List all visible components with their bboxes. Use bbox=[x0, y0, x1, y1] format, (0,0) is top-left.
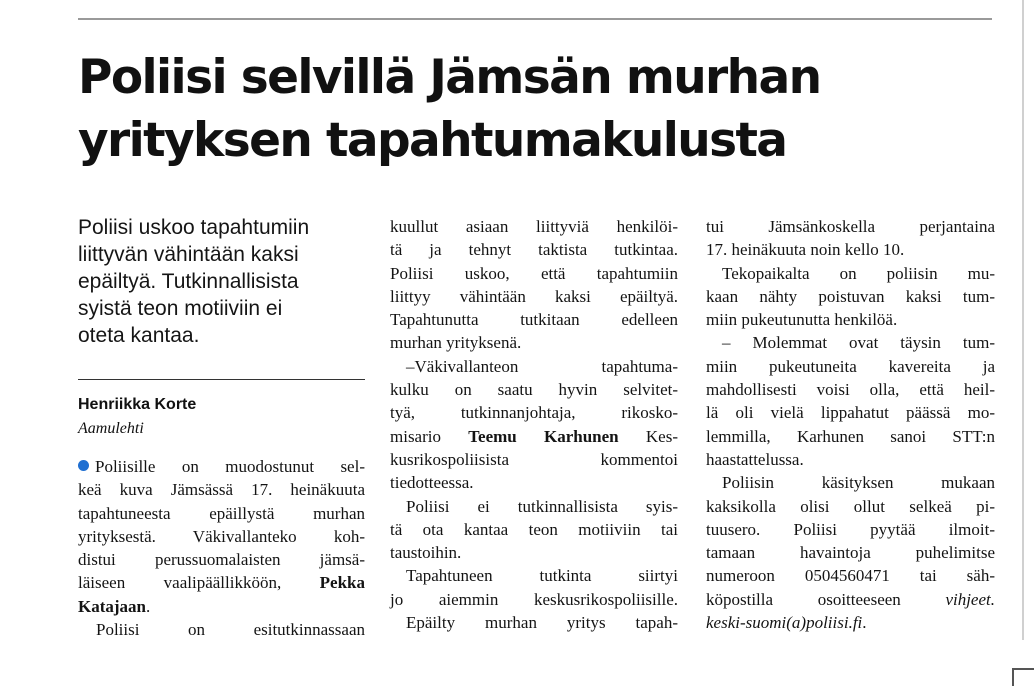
email-address: vihjeet. bbox=[945, 589, 995, 609]
body-line: tyä, tutkinnanjohtaja, rikosko- bbox=[390, 403, 678, 423]
body-line: liittyy vähintään kaksi epäiltyä. bbox=[390, 286, 678, 306]
body-line: jo aiemmin keskusrikospoliisille. bbox=[390, 589, 678, 609]
byline-rule bbox=[78, 379, 365, 380]
body-line: tä ota kantaa teon motiiviin tai bbox=[390, 519, 678, 539]
lead-line: oteta kantaa. bbox=[78, 324, 200, 347]
person-name: Katajaan bbox=[78, 596, 146, 616]
byline-author: Henriikka Korte bbox=[78, 396, 197, 413]
body-line: kaksikolla olisi ollut selkeä pi- bbox=[706, 496, 995, 516]
body-line: Tekopaikalta on poliisin mu- bbox=[722, 263, 995, 283]
lead-paragraph bbox=[78, 214, 368, 349]
body-line: tui Jämsänkoskella perjantaina bbox=[706, 217, 995, 236]
body-line: kulku on saatu hyvin selvitet- bbox=[390, 380, 678, 400]
lead-line: epäiltyä. Tutkinnallisista bbox=[78, 270, 299, 293]
body-line: Poliisi uskoo, että tapahtumiin bbox=[390, 263, 678, 283]
corner-mark bbox=[1012, 668, 1034, 686]
body-line: taustoihin. bbox=[390, 543, 462, 563]
article-column-1 bbox=[78, 455, 365, 641]
body-line: miin pukeutunutta henkilöä. bbox=[706, 310, 898, 330]
lead-line: syistä teon motiiviin ei bbox=[78, 297, 283, 320]
body-line: Poliisin käsityksen mukaan bbox=[722, 473, 995, 493]
body-line: Poliisi on esitutkinnassaan bbox=[96, 620, 365, 640]
body-line: Poliisi ei tutkinnallisista syis- bbox=[406, 496, 678, 516]
lead-line: Poliisi uskoo tapahtumiin bbox=[78, 216, 310, 239]
body-line: Tapahtunutta tutkitaan edelleen bbox=[390, 310, 678, 330]
body-line: keä kuva Jämsässä 17. heinäkuuta bbox=[78, 480, 365, 500]
body-line: tuusero. Poliisi pyytää ilmoit- bbox=[706, 519, 995, 539]
bullet-dot-icon bbox=[78, 460, 89, 471]
body-line: kuullut asiaan liittyviä henkilöi- bbox=[390, 217, 678, 236]
body-line: lemmilla, Karhunen sanoi STT:n bbox=[706, 426, 995, 446]
body-line: tapahtuneesta epäillystä murhan bbox=[78, 503, 365, 523]
person-name: Teemu Karhunen bbox=[468, 426, 619, 446]
body-line: kaan nähty poistuvan kaksi tum- bbox=[706, 286, 995, 306]
byline-publication: Aamulehti bbox=[78, 420, 144, 437]
body-line: numeroon 0504560471 tai säh- bbox=[706, 566, 995, 586]
lead-line: liittyvän vähintään kaksi bbox=[78, 243, 299, 266]
body-line: mahdollisesti voisi olla, että heil- bbox=[706, 380, 995, 400]
body-line: Poliisille on muodostunut sel- bbox=[78, 455, 365, 478]
body-line: Katajaan. bbox=[78, 596, 151, 616]
body-line: Tapahtuneen tutkinta siirtyi bbox=[406, 566, 678, 586]
body-line: köpostilla osoitteeseen vihjeet. bbox=[706, 589, 995, 609]
headline-line-1: Poliisi selvillä Jämsän murhan bbox=[78, 50, 821, 105]
body-line: tamaan havaintoja puhelimitse bbox=[706, 543, 995, 563]
body-line: –Väkivallanteon tapahtuma- bbox=[406, 356, 678, 376]
body-line: haastattelussa. bbox=[706, 449, 804, 469]
body-line: – Molemmat ovat täysin tum- bbox=[722, 333, 995, 353]
body-line: lä oli vielä lippahatut päässä mo- bbox=[706, 403, 995, 423]
body-line: murhan yrityksenä. bbox=[390, 333, 522, 353]
body-line: läiseen vaalipäällikköön, Pekka bbox=[78, 573, 365, 593]
body-line: kusrikospoliisista kommentoi bbox=[390, 449, 678, 469]
body-line: keski-suomi(a)poliisi.fi. bbox=[706, 613, 867, 633]
body-line: tä ja tehnyt taktista tutkintaa. bbox=[390, 240, 678, 260]
email-address: keski-suomi(a)poliisi.fi bbox=[706, 613, 863, 633]
body-line: tiedotteessa. bbox=[390, 473, 474, 493]
article-column-3 bbox=[706, 215, 995, 634]
article-column-2 bbox=[390, 215, 678, 634]
body-line: distui perussuomalaisten jämsä- bbox=[78, 550, 365, 570]
page-edge-line bbox=[1022, 0, 1024, 640]
body-line: miin pukeutuneita kavereita ja bbox=[706, 356, 995, 376]
person-name: Pekka bbox=[319, 573, 365, 593]
headline bbox=[78, 46, 1018, 172]
body-line: Epäilty murhan yritys tapah- bbox=[406, 613, 678, 633]
body-line: 17. heinäkuuta noin kello 10. bbox=[706, 240, 905, 260]
headline-line-2: yrityksen tapahtumakulusta bbox=[78, 113, 787, 168]
top-rule bbox=[78, 18, 992, 20]
body-line: yrityksestä. Väkivallanteko koh- bbox=[78, 526, 365, 546]
body-line: misario Teemu Karhunen Kes- bbox=[390, 426, 678, 446]
